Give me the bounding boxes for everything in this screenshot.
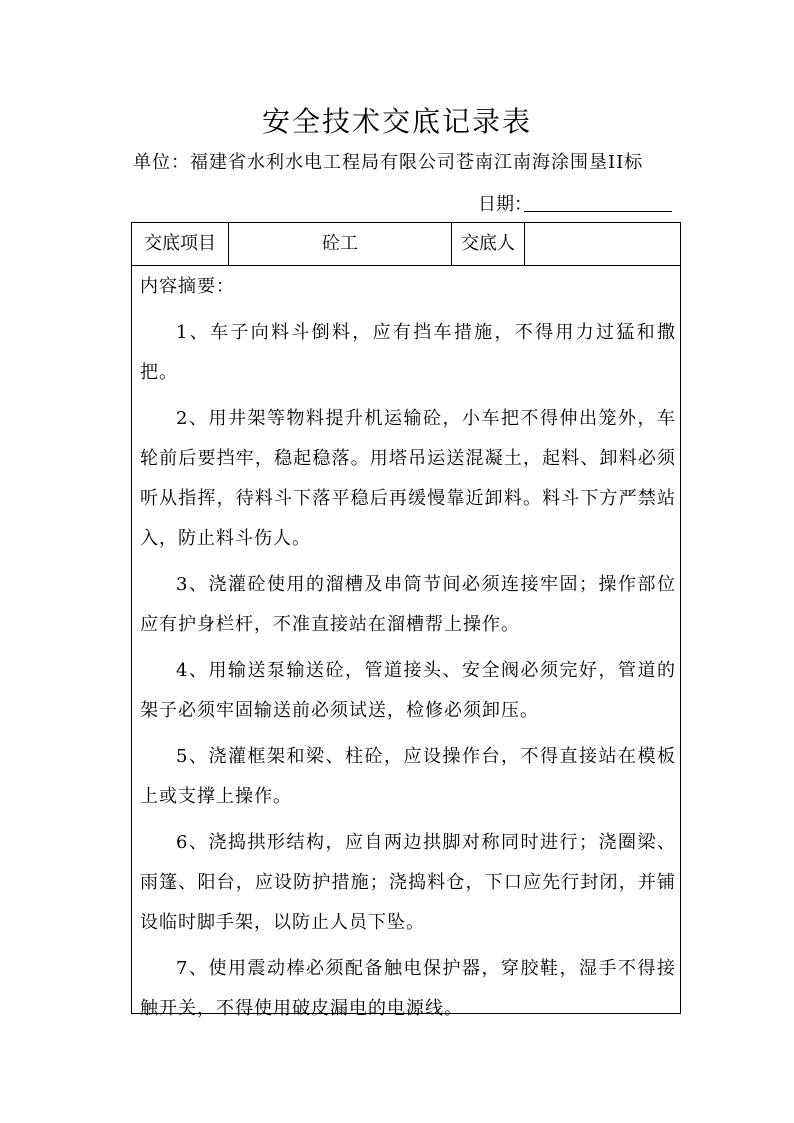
- person-value-cell[interactable]: [525, 223, 680, 265]
- content-summary-section: [140, 267, 676, 1029]
- content-item-7: 7、使用震动棒必须配备触电保护器，穿胶鞋，湿手不得接触开关，不得使用破皮漏电的电源线。: [140, 958, 676, 1019]
- date-blank-line[interactable]: [524, 211, 672, 212]
- unit-line: 单位：福建省水利水电工程局有限公司苍南江南海涂围垦II标: [133, 152, 644, 173]
- date-label: 日期：: [478, 194, 532, 215]
- item-label-cell: 交底项目: [132, 223, 229, 265]
- content-item-6: 6、浇捣拱形结构，应自两边拱脚对称同时进行；浇圈梁、雨篷、阳台，应设防护措施；浇捣料仓，下口应先行封闭，并铺设临时脚手架，以防止人员下坠。: [140, 832, 676, 933]
- content-item-3: 3、浇灌砼使用的溜槽及串筒节间必须连接牢固；操作部位应有护身栏杆，不准直接站在溜槽帮上操作。: [140, 574, 676, 635]
- item-value-cell: 砼工: [229, 223, 452, 265]
- content-item-2: 2、用井架等物料提升机运输砼，小车把不得伸出笼外，车轮前后要挡牢，稳起稳落。用塔吊运送混凝土，起料、卸料必须听从指挥，待料斗下落平稳后再缓慢靠近卸料。料斗下方严禁站入，防止料斗伤人。: [140, 408, 676, 549]
- content-item-4: 4、用输送泵输送砼，管道接头、安全阀必须完好，管道的架子必须牢固输送前必须试送，检修必须卸压。: [140, 660, 676, 721]
- document-title: 安全技术交底记录表: [261, 105, 532, 138]
- content-item-1: 1、车子向料斗倒料，应有挡车措施，不得用力过猛和撒把。: [140, 322, 676, 383]
- summary-label: 内容摘要：: [140, 276, 235, 297]
- person-label-cell: 交底人: [452, 223, 525, 265]
- disclosure-record-table: [131, 222, 681, 1019]
- content-item-5: 5、浇灌框架和梁、柱砼，应设操作台，不得直接站在模板上或支撑上操作。: [140, 746, 676, 807]
- table-header-row: [132, 223, 680, 266]
